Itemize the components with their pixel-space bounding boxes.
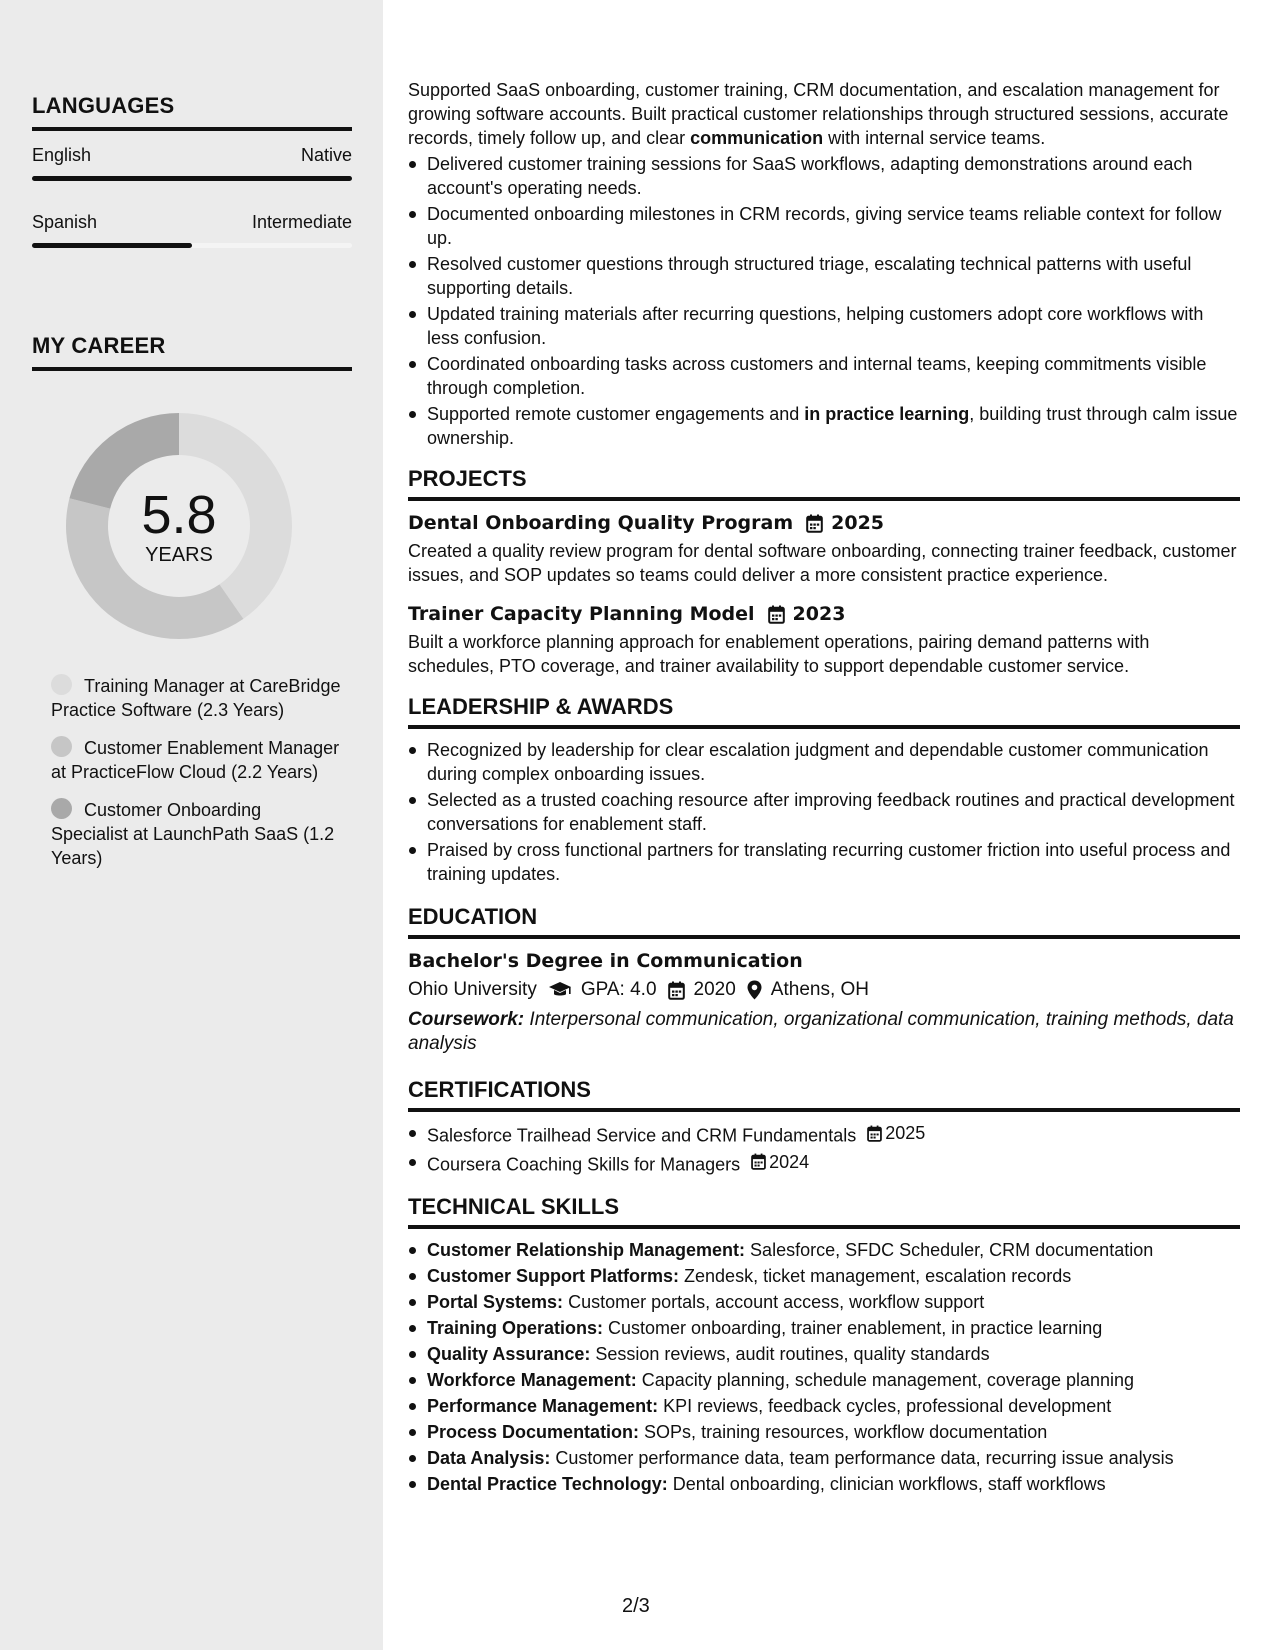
project-title: Dental Onboarding Quality Program — [408, 512, 794, 534]
languages-heading: LANGUAGES — [32, 93, 352, 131]
skill-item — [408, 1420, 1240, 1444]
career-total-unit: YEARS — [145, 543, 213, 566]
skill-item — [408, 1342, 1240, 1366]
experience-bullet: Resolved customer questions through structured triage, escalating technical patterns with useful supporting details. — [408, 252, 1240, 300]
career-role-item — [51, 736, 341, 784]
legend-dot-icon — [51, 674, 72, 695]
projects-heading: PROJECTS — [408, 466, 1240, 501]
experience-bullet: Documented onboarding milestones in CRM records, giving service teams reliable context for follow up. — [408, 202, 1240, 250]
project-item — [408, 601, 1240, 678]
skill-value: Customer portals, account access, workflow support — [563, 1292, 985, 1312]
language-proficiency-fill — [32, 243, 192, 248]
calendar-icon — [806, 514, 823, 533]
graduation-year: 2020 — [693, 979, 736, 1000]
leadership-item: Recognized by leadership for clear escalation judgment and dependable customer communication during complex onboarding issues. — [408, 738, 1240, 786]
career-role-label: Training Manager at CareBridge Practice Software (2.3 Years) — [51, 676, 341, 720]
career-legend — [51, 674, 341, 884]
certification-year: 2024 — [769, 1151, 810, 1172]
experience-bullets — [408, 152, 1240, 450]
school-location: Athens, OH — [770, 979, 870, 1000]
experience-bullet: Coordinated onboarding tasks across customers and internal teams, keeping commitments visible through completion. — [408, 352, 1240, 400]
page-number: 2/3 — [622, 1595, 650, 1617]
skill-item — [408, 1394, 1240, 1418]
skill-label: Customer Support Platforms: — [427, 1266, 680, 1286]
legend-dot-icon — [51, 798, 72, 819]
skill-label: Portal Systems: — [427, 1292, 564, 1312]
leadership-item: Selected as a trusted coaching resource after improving feedback routines and practical development conversations for enablement staff. — [408, 788, 1240, 836]
bullet-text: Supported remote customer engagements and — [427, 404, 805, 424]
language-name: English — [32, 145, 92, 165]
project-year: 2023 — [792, 603, 846, 625]
experience-bullet: Updated training materials after recurring questions, helping customers adopt core workflows with less confusion. — [408, 302, 1240, 350]
skill-label: Quality Assurance: — [427, 1344, 591, 1364]
certification-year: 2025 — [885, 1123, 926, 1143]
main-content — [408, 78, 1240, 1496]
bullet-text: , building trust through calm issue ownership. — [427, 404, 1238, 448]
calendar-icon — [867, 1125, 882, 1142]
summary-text: with internal service teams. — [823, 128, 1046, 148]
career-role-label: Customer Enablement Manager at PracticeFlow Cloud (2.2 Years) — [51, 738, 340, 782]
skill-item — [408, 1368, 1240, 1392]
calendar-icon — [768, 605, 785, 624]
project-year: 2025 — [831, 512, 885, 534]
gpa: GPA: 4.0 — [580, 979, 657, 1000]
skill-item — [408, 1290, 1240, 1314]
skill-item — [408, 1238, 1240, 1262]
skill-label: Training Operations: — [427, 1318, 604, 1338]
leadership-item: Praised by cross functional partners for translating recurring customer friction into useful process and training updates. — [408, 838, 1240, 886]
career-heading: MY CAREER — [32, 333, 352, 371]
skill-value: Dental onboarding, clinician workflows, staff workflows — [667, 1474, 1106, 1494]
education-heading: EDUCATION — [408, 904, 1240, 939]
skill-label: Dental Practice Technology: — [427, 1474, 668, 1494]
language-level: Native — [300, 145, 352, 165]
coursework-text: Interpersonal communication, organizational communication, training methods, data analysis — [408, 1009, 1234, 1054]
skill-label: Workforce Management: — [427, 1370, 637, 1390]
skill-item — [408, 1446, 1240, 1470]
project-item — [408, 510, 1240, 587]
coursework — [408, 1008, 1240, 1056]
career-role-item — [51, 798, 341, 870]
leadership-heading: LEADERSHIP & AWARDS — [408, 694, 1240, 729]
skill-value: Capacity planning, schedule management, coverage planning — [636, 1370, 1135, 1390]
calendar-icon — [751, 1153, 766, 1170]
certification-name: Salesforce Trailhead Service and CRM Fundamentals — [427, 1125, 857, 1146]
experience-bullet: Delivered customer training sessions for SaaS workflows, adapting demonstrations around each account's operating needs. — [408, 152, 1240, 200]
education-meta — [408, 977, 1240, 1003]
skill-item — [408, 1264, 1240, 1288]
language-name: Spanish — [32, 212, 98, 232]
skill-label: Data Analysis: — [427, 1448, 551, 1468]
location-pin-icon — [747, 980, 762, 1000]
certifications-list — [408, 1121, 1240, 1176]
career-role-item — [51, 674, 341, 722]
language-level: Intermediate — [251, 212, 352, 232]
skill-label: Customer Relationship Management: — [427, 1240, 746, 1260]
skill-value: Customer performance data, team performance data, recurring issue analysis — [550, 1448, 1174, 1468]
language-proficiency-fill — [32, 176, 352, 181]
language-proficiency-bar — [32, 243, 352, 248]
experience-bullet — [408, 402, 1240, 450]
project-title: Trainer Capacity Planning Model — [408, 603, 755, 625]
skill-label: Performance Management: — [427, 1396, 659, 1416]
project-description: Built a workforce planning approach for enablement operations, pairing demand patterns with schedules, PTO coverage, and trainer availability to support dependable customer service. — [408, 632, 1150, 676]
certification-item — [408, 1150, 1240, 1177]
career-donut-chart — [66, 413, 292, 639]
certification-item — [408, 1121, 1240, 1148]
summary-text: Supported SaaS onboarding, customer training, CRM documentation, and escalation management for growing software accounts. Built practical customer relationships through structured sessions, accurate records, timely follow up, and clear — [408, 80, 1229, 148]
career-role-label: Customer Onboarding Specialist at LaunchPath SaaS (1.2 Years) — [51, 800, 335, 868]
project-description: Created a quality review program for dental software onboarding, connecting trainer feedback, customer issues, and SOP updates so teams could deliver a more consistent practice experience. — [408, 541, 1237, 585]
career-total-value: 5.8 — [141, 484, 217, 545]
skill-value: Zendesk, ticket management, escalation records — [679, 1266, 1072, 1286]
skill-value: SOPs, training resources, workflow documentation — [639, 1422, 1048, 1442]
skill-value: Session reviews, audit routines, quality standards — [590, 1344, 990, 1364]
skill-item — [408, 1472, 1240, 1496]
certification-name: Coursera Coaching Skills for Managers — [427, 1154, 741, 1174]
bullet-bold-text: in practice learning — [804, 404, 970, 424]
coursework-label: Coursework: — [408, 1009, 525, 1030]
language-english — [32, 145, 352, 181]
skill-value: Salesforce, SFDC Scheduler, CRM documentation — [745, 1240, 1154, 1260]
skill-value: KPI reviews, feedback cycles, professional development — [658, 1396, 1112, 1416]
technical-skills-list — [408, 1238, 1240, 1496]
graduation-cap-icon — [548, 981, 572, 999]
calendar-icon — [668, 981, 685, 1000]
technical-skills-heading: TECHNICAL SKILLS — [408, 1194, 1240, 1229]
experience-summary — [408, 78, 1240, 150]
summary-bold-text: communication — [690, 128, 824, 148]
degree-title: Bachelor's Degree in Communication — [408, 950, 803, 972]
language-proficiency-bar — [32, 176, 352, 181]
skill-value: Customer onboarding, trainer enablement, in practice learning — [603, 1318, 1103, 1338]
language-spanish — [32, 212, 352, 248]
skill-label: Process Documentation: — [427, 1422, 640, 1442]
school-name: Ohio University — [408, 979, 537, 1000]
certifications-heading: CERTIFICATIONS — [408, 1077, 1240, 1112]
sidebar — [0, 0, 383, 1650]
leadership-list — [408, 738, 1240, 886]
skill-item — [408, 1316, 1240, 1340]
legend-dot-icon — [51, 736, 72, 757]
